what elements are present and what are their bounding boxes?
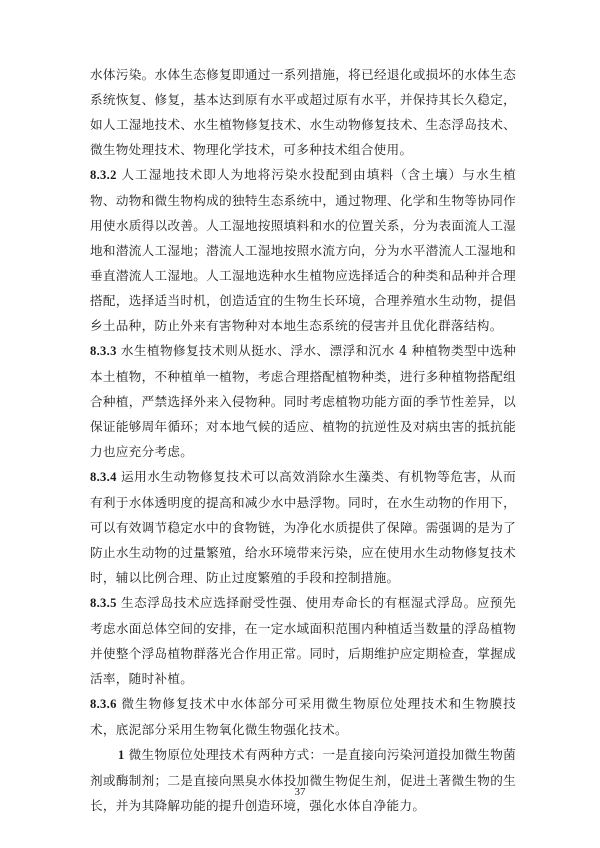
item-text: 微生物原位处理技术有两种方式：一是直接向污染河道投加微生物菌剂或酶制剂；二是直接向黑臭水体投加微生物促生剂，促进土著微生物的生长，并为其降解功能的提升创造环境，强化水体自净能力。 bbox=[90, 747, 516, 813]
clause-8-3-4 bbox=[90, 464, 516, 590]
page-number: 37 bbox=[294, 786, 306, 798]
paragraph-text: 微生物修复技术中水体部分可采用微生物原位处理技术和生物膜技术，底泥部分采用生物氧化微生物强化技术。 bbox=[90, 696, 516, 737]
intro-paragraph bbox=[90, 62, 516, 162]
clause-number: 8.3.6 bbox=[90, 697, 117, 711]
paragraph-text: 运用水生动物修复技术可以高效消除水生藻类、有机物等危害，从而有利于水体透明度的提高和减少水中悬浮物。同时，在水生动物的作用下，可以有效调节稳定水中的食物链，为净化水质提供了保障。需强调的是为了防止水生动物的过量繁殖，给水环境带来污染，应在使用水生动物修复技术时，辅以比例合理、防止过度繁殖的手段和控制措施。 bbox=[90, 469, 516, 585]
body-text bbox=[90, 62, 516, 818]
clause-number: 8.3.4 bbox=[90, 470, 117, 484]
item-number: 1 bbox=[118, 748, 125, 762]
clause-number: 8.3.2 bbox=[90, 168, 117, 182]
list-item bbox=[90, 742, 516, 818]
paragraph-text: 水生植物修复技术则从挺水、浮水、漂浮和沉水 4 种植物类型中选种本土植物，不种植单一植物，考虑合理搭配植物种类，进行多种植物搭配组合种植，严禁选择外来入侵物种。同时考虑植物功能方面的季节性差异，以保证能够周年循环；对本地气候的适应、植物的抗逆性及对病虫害的抵抗能力也应充分考虑。 bbox=[90, 343, 516, 459]
paragraph-text: 生态浮岛技术应选择耐受性强、使用寿命长的有框湿式浮岛。应预先考虑水面总体空间的安排，在一定水域面积范围内种植适当数量的浮岛植物并使整个浮岛植物群落光合作用正常。同时，后期维护应定期检查，掌握成活率，随时补植。 bbox=[90, 595, 516, 686]
clause-8-3-3 bbox=[90, 338, 516, 464]
clause-number: 8.3.5 bbox=[90, 596, 117, 610]
paragraph-text: 水体污染。水体生态修复即通过一系列措施，将已经退化或损坏的水体生态系统恢复、修复，基本达到原有水平或超过原有水平，并保持其长久稳定，如人工湿地技术、水生植物修复技术、水生动物修复技术、生态浮岛技术、微生物处理技术、物理化学技术，可多种技术组合使用。 bbox=[90, 67, 516, 157]
clause-8-3-6 bbox=[90, 691, 516, 742]
clause-number: 8.3.3 bbox=[90, 344, 117, 358]
paragraph-text: 人工湿地技术即人为地将污染水投配到由填料（含土壤）与水生植物、动物和微生物构成的独特生态系统中，通过物理、化学和生物等协同作用使水质得以改善。人工湿地按照填料和水的位置关系，分为表面流人工湿地和潜流人工湿地；潜流人工湿地按照水流方向，分为水平潜流人工湿地和垂直潜流人工湿地。人工湿地选种水生植物应选择适合的种类和品种并合理搭配，选择适当时机，创造适宜的生物生长环境，合理养殖水生动物，提倡乡土品种，防止外来有害物种对本地生态系统的侵害并且优化群落结构。 bbox=[90, 167, 516, 333]
clause-8-3-5 bbox=[90, 590, 516, 691]
clause-8-3-2 bbox=[90, 162, 516, 338]
